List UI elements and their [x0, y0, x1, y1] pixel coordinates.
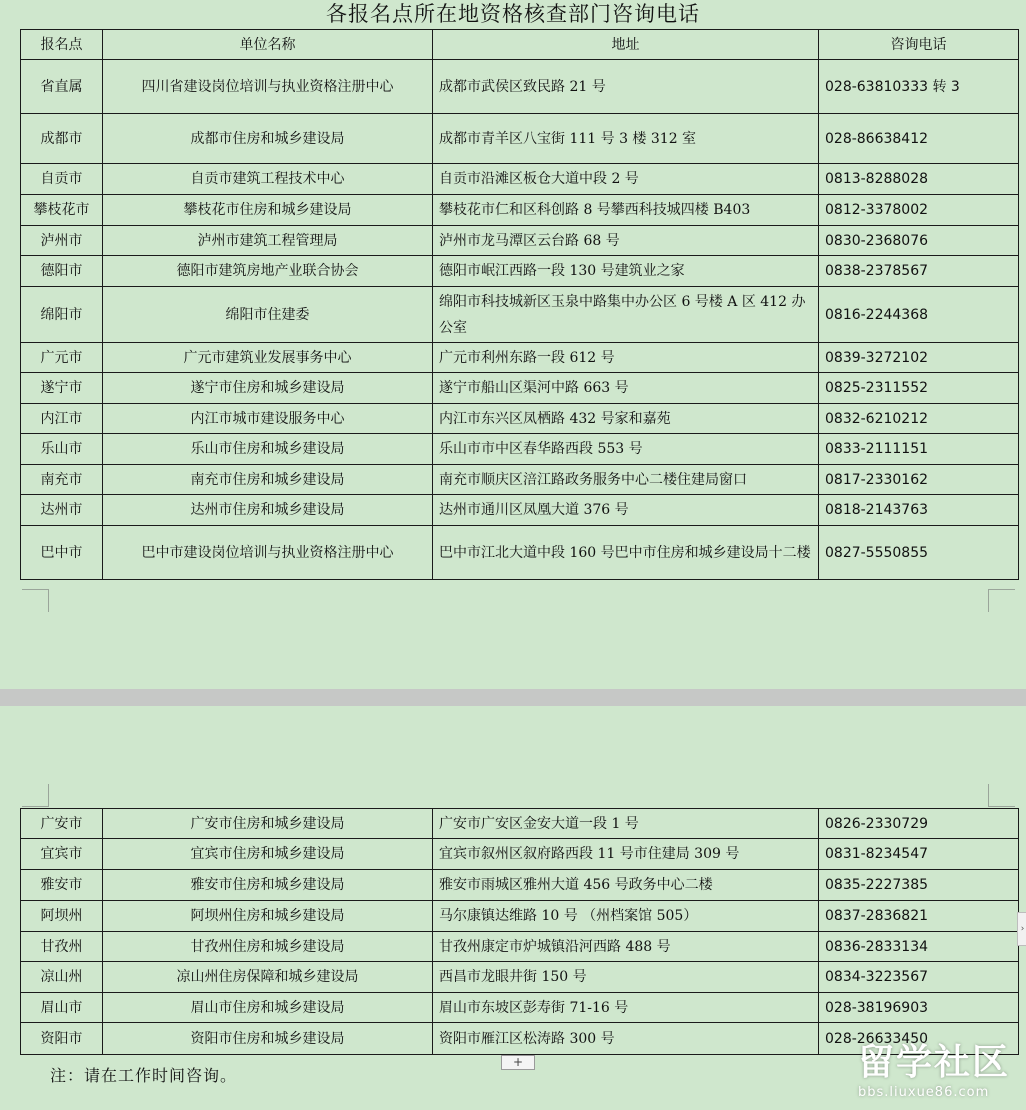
- page-corner-mark: [22, 784, 49, 807]
- cell-city: 攀枝花市: [21, 195, 103, 226]
- table-row: [21, 114, 1019, 164]
- cell-address: 攀枝花市仁和区科创路 8 号攀西科技城四楼 B403: [433, 195, 819, 226]
- cell-unit: 达州市住房和城乡建设局: [103, 495, 433, 526]
- cell-unit: 自贡市建筑工程技术中心: [103, 164, 433, 195]
- cell-unit: 宜宾市住房和城乡建设局: [103, 839, 433, 870]
- page-corner-mark: [988, 589, 1015, 612]
- cell-address: 马尔康镇达维路 10 号 （州档案馆 505）: [433, 901, 819, 932]
- cell-city: 遂宁市: [21, 373, 103, 404]
- cell-city: 泸州市: [21, 226, 103, 256]
- cell-city: 成都市: [21, 114, 103, 164]
- cell-unit: 眉山市住房和城乡建设局: [103, 993, 433, 1023]
- table-row: [21, 465, 1019, 495]
- cell-address: 达州市通川区凤凰大道 376 号: [433, 495, 819, 526]
- cell-city: 眉山市: [21, 993, 103, 1023]
- page-corner-mark: [988, 784, 1015, 807]
- cell-address: 自贡市沿滩区板仓大道中段 2 号: [433, 164, 819, 195]
- cell-address: 德阳市岷江西路一段 130 号建筑业之家: [433, 256, 819, 287]
- table-row: [21, 932, 1019, 962]
- table-row: [21, 901, 1019, 932]
- cell-phone: 0825-2311552: [819, 373, 1019, 404]
- cell-phone: 0836-2833134: [819, 932, 1019, 962]
- cell-phone: 0831-8234547: [819, 839, 1019, 870]
- table-row: [21, 839, 1019, 870]
- cell-phone: 0817-2330162: [819, 465, 1019, 495]
- cell-unit: 遂宁市住房和城乡建设局: [103, 373, 433, 404]
- cell-address: 泸州市龙马潭区云台路 68 号: [433, 226, 819, 256]
- cell-unit: 成都市住房和城乡建设局: [103, 114, 433, 164]
- table-row: [21, 993, 1019, 1023]
- watermark-url: bbs.liuxue86.com: [858, 1085, 990, 1100]
- table-row: [21, 60, 1019, 114]
- cell-unit: 甘孜州住房和城乡建设局: [103, 932, 433, 962]
- cell-address: 成都市武侯区致民路 21 号: [433, 60, 819, 114]
- cell-address: 乐山市市中区春华路西段 553 号: [433, 434, 819, 465]
- cell-unit: 乐山市住房和城乡建设局: [103, 434, 433, 465]
- cell-city: 绵阳市: [21, 287, 103, 343]
- document-title: 各报名点所在地资格核查部门咨询电话: [326, 2, 700, 26]
- cell-city: 自贡市: [21, 164, 103, 195]
- cell-address: 南充市顺庆区涪江路政务服务中心二楼住建局窗口: [433, 465, 819, 495]
- cell-address: 资阳市雁江区松涛路 300 号: [433, 1023, 819, 1055]
- table-row: [21, 404, 1019, 434]
- cell-city: 宜宾市: [21, 839, 103, 870]
- cell-phone: 0835-2227385: [819, 870, 1019, 901]
- cell-city: 资阳市: [21, 1023, 103, 1055]
- cell-phone: 0830-2368076: [819, 226, 1019, 256]
- cell-phone: 0827-5550855: [819, 526, 1019, 580]
- cell-phone: 028-86638412: [819, 114, 1019, 164]
- watermark-text: 留学社区: [858, 1042, 1011, 1083]
- table-row: [21, 226, 1019, 256]
- cell-address: 甘孜州康定市炉城镇沿河西路 488 号: [433, 932, 819, 962]
- table-row: [21, 495, 1019, 526]
- table-body-part1: [21, 60, 1019, 580]
- cell-address: 广元市利州东路一段 612 号: [433, 343, 819, 373]
- cell-phone: 0837-2836821: [819, 901, 1019, 932]
- contact-table-part1: [20, 29, 1019, 580]
- cell-city: 广安市: [21, 809, 103, 839]
- cell-city: 雅安市: [21, 870, 103, 901]
- cell-phone: 0833-2111151: [819, 434, 1019, 465]
- cell-phone: 028-26633450: [819, 1023, 1019, 1055]
- cell-city: 广元市: [21, 343, 103, 373]
- cell-city: 省直属: [21, 60, 103, 114]
- cell-address: 巴中市江北大道中段 160 号巴中市住房和城乡建设局十二楼: [433, 526, 819, 580]
- cell-unit: 阿坝州住房和城乡建设局: [103, 901, 433, 932]
- cell-phone: 0812-3378002: [819, 195, 1019, 226]
- cell-city: 凉山州: [21, 962, 103, 993]
- contact-table-part2: [20, 808, 1019, 1055]
- cell-address: 西昌市龙眼井街 150 号: [433, 962, 819, 993]
- cell-phone: 028-38196903: [819, 993, 1019, 1023]
- add-row-button[interactable]: +: [501, 1055, 535, 1070]
- header-address: 地址: [433, 30, 819, 60]
- cell-phone: 0818-2143763: [819, 495, 1019, 526]
- cell-phone: 0813-8288028: [819, 164, 1019, 195]
- table-row: [21, 373, 1019, 404]
- cell-address: 眉山市东坡区彭寿街 71-16 号: [433, 993, 819, 1023]
- cell-unit: 凉山州住房保障和城乡建设局: [103, 962, 433, 993]
- cell-address: 宜宾市叙州区叙府路西段 11 号市住建局 309 号: [433, 839, 819, 870]
- cell-city: 甘孜州: [21, 932, 103, 962]
- side-panel-toggle[interactable]: ›: [1017, 912, 1026, 946]
- cell-unit: 雅安市住房和城乡建设局: [103, 870, 433, 901]
- table-row: [21, 962, 1019, 993]
- cell-address: 绵阳市科技城新区玉泉中路集中办公区 6 号楼 A 区 412 办公室: [433, 287, 819, 343]
- cell-unit: 内江市城市建设服务中心: [103, 404, 433, 434]
- cell-phone: 0839-3272102: [819, 343, 1019, 373]
- cell-address: 内江市东兴区凤栖路 432 号家和嘉苑: [433, 404, 819, 434]
- watermark-logo: [858, 1041, 1024, 1107]
- cell-unit: 巴中市建设岗位培训与执业资格注册中心: [103, 526, 433, 580]
- footnote: 注：请在工作时间咨询。: [50, 1066, 238, 1085]
- table-row: [21, 195, 1019, 226]
- cell-unit: 资阳市住房和城乡建设局: [103, 1023, 433, 1055]
- page-corner-mark: [22, 589, 49, 612]
- cell-phone: 0838-2378567: [819, 256, 1019, 287]
- table-row: [21, 870, 1019, 901]
- table-row: [21, 434, 1019, 465]
- cell-city: 乐山市: [21, 434, 103, 465]
- header-unit: 单位名称: [103, 30, 433, 60]
- cell-address: 广安市广安区金安大道一段 1 号: [433, 809, 819, 839]
- cell-unit: 泸州市建筑工程管理局: [103, 226, 433, 256]
- table-body-part2: [21, 809, 1019, 1055]
- cell-phone: 0816-2244368: [819, 287, 1019, 343]
- cell-unit: 南充市住房和城乡建设局: [103, 465, 433, 495]
- cell-city: 阿坝州: [21, 901, 103, 932]
- cell-unit: 四川省建设岗位培训与执业资格注册中心: [103, 60, 433, 114]
- cell-city: 德阳市: [21, 256, 103, 287]
- page-separator: [0, 689, 1026, 706]
- cell-unit: 广元市建筑业发展事务中心: [103, 343, 433, 373]
- cell-unit: 攀枝花市住房和城乡建设局: [103, 195, 433, 226]
- cell-phone: 0832-6210212: [819, 404, 1019, 434]
- header-phone: 咨询电话: [819, 30, 1019, 60]
- cell-city: 内江市: [21, 404, 103, 434]
- cell-address: 成都市青羊区八宝街 111 号 3 楼 312 室: [433, 114, 819, 164]
- cell-phone: 0826-2330729: [819, 809, 1019, 839]
- header-city: 报名点: [21, 30, 103, 60]
- cell-city: 达州市: [21, 495, 103, 526]
- table-row: [21, 343, 1019, 373]
- table-row: [21, 164, 1019, 195]
- cell-city: 南充市: [21, 465, 103, 495]
- cell-phone: 028-63810333 转 3: [819, 60, 1019, 114]
- table-row: [21, 526, 1019, 580]
- table-row: [21, 287, 1019, 343]
- cell-unit: 德阳市建筑房地产业联合协会: [103, 256, 433, 287]
- table-row: [21, 256, 1019, 287]
- cell-unit: 绵阳市住建委: [103, 287, 433, 343]
- cell-unit: 广安市住房和城乡建设局: [103, 809, 433, 839]
- cell-city: 巴中市: [21, 526, 103, 580]
- cell-phone: 0834-3223567: [819, 962, 1019, 993]
- cell-address: 雅安市雨城区雅州大道 456 号政务中心二楼: [433, 870, 819, 901]
- table-row: [21, 809, 1019, 839]
- cell-address: 遂宁市船山区渠河中路 663 号: [433, 373, 819, 404]
